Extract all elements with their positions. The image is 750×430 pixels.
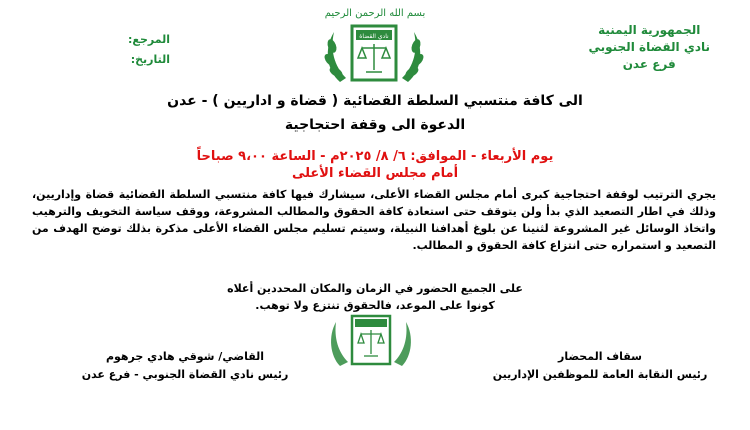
reference-label: المرجع: xyxy=(128,33,170,46)
event-datetime: يوم الأربعاء - الموافق: ٦/ ٨/ ٢٠٢٥م - الساعة ٩،٠٠ صباحاً xyxy=(196,149,554,164)
signatory-name: سقاف المحضار xyxy=(558,350,642,363)
addressee-heading: الى كافة منتسبي السلطة القضائية ( قضاة و اداريين ) - عدن xyxy=(167,93,583,109)
org-line-country: الجمهورية اليمنية xyxy=(598,23,701,37)
invitation-title: الدعوة الى وقفة احتجاجية xyxy=(284,117,466,133)
signatory-title: رئيس نادي القضاة الجنوبي - فرع عدن xyxy=(81,368,289,381)
body-paragraph: يجري الترتيب لوقفة احتجاجية كبرى أمام مجلس القضاء الأعلى، سيشارك فيها كافة منتسبي السلطة القضائية قضاة وإداريين، وذلك في اطار التصعيد الذي بدأ ولن يتوقف حتى استعادة كافة الحقوق والمطالب المشروعة، ووقف سياسة التخويف والترهيب واتخاذ الوسائل غير المشروعة لثنينا عن بلوغ أهدافنا النبيلة، وسيتم تسليم مجلس القضاء الأعلى مذكرة بذلك توضح الهدف من التصعيد و استمراره حتى انتزاع كافة الحقوق و المطالب. xyxy=(32,188,716,252)
signatory-title: رئيس النقابة العامة للموظفين الإداريين xyxy=(492,368,708,381)
signatory-name: القاضي/ شوقي هادي جرهوم xyxy=(105,350,265,363)
org-line-club: نادي القضاة الجنوبي xyxy=(588,40,710,54)
judges-club-logo xyxy=(320,20,428,90)
signature-union-head xyxy=(480,348,720,384)
closing-line-slogan: كونوا على الموعد، فالحقوق تنتزع ولا توهب. xyxy=(255,299,495,312)
official-stamp xyxy=(326,312,416,370)
org-line-branch: فرع عدن xyxy=(622,57,676,71)
event-venue: أمام مجلس القضاء الأعلى xyxy=(291,166,459,181)
basmala: بسم الله الرحمن الرحيم xyxy=(324,8,426,19)
closing-line-attendance: على الجميع الحضور في الزمان والمكان المحددين أعلاه xyxy=(227,282,523,295)
date-label: التاريخ: xyxy=(130,53,170,66)
organization-header xyxy=(588,22,710,73)
reference-block xyxy=(40,30,170,70)
signature-club-head xyxy=(70,348,300,384)
logo-text: نادي القضاة xyxy=(359,33,389,40)
